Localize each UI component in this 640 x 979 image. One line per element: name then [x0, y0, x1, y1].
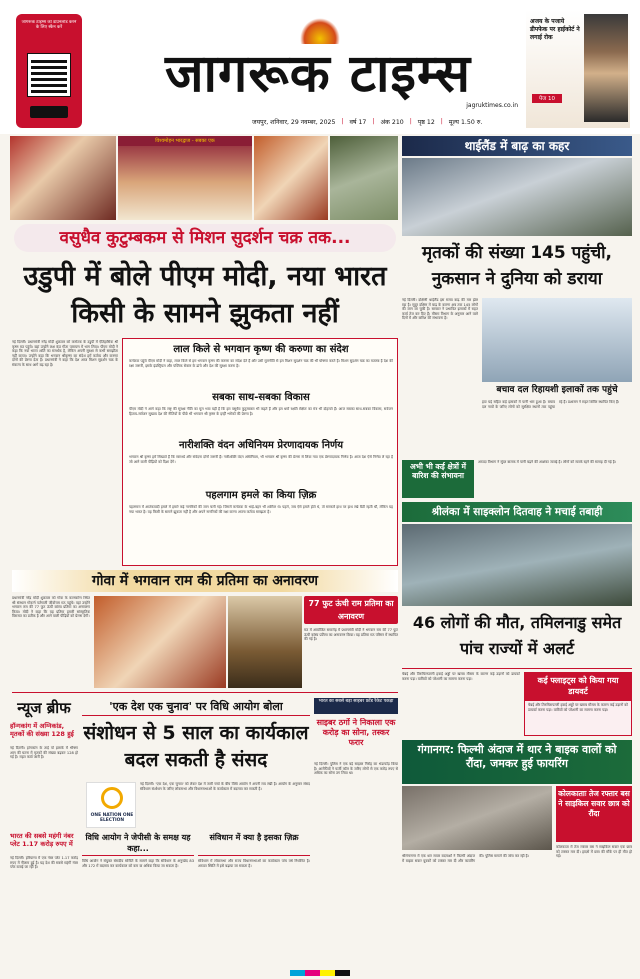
- lead-body: नई दिल्ली। प्रधानमंत्री नरेंद्र मोदी शुक्रवार को कर्नाटक के उडुपी में ऐतिहासिक श्री कृष्ण मठ पहुंचे। यहां उन्होंने लक्ष कंठ गीता पारायण में भाग लिया। पीएम मोदी ने कहा कि नया भारत शांति का समर्थक है, लेकिन अपनी सुरक्षा से कभी समझौता नहीं करता। उन्होंने कहा कि भगवान श्रीकृष्ण का संदेश हमें कर्तव्य और करुणा दोनों की प्रेरणा देता है। प्रधानमंत्री ने कहा कि देश आज मिशन सुदर्शन चक्र के संकल्प के साथ आगे बढ़ रहा है।: [12, 340, 118, 367]
- cyber-body: नई दिल्ली। पुलिस ने एक बड़े साइबर गिरोह का भंडाफोड़ किया है। आरोपियों ने फर्जी कॉल के जरिए लोगों से एक करोड़ रुपए से अधिक का सोना ठग लिया था।: [314, 762, 398, 776]
- thailand-flood-photo: [402, 158, 632, 236]
- sub3-head: नारीशक्ति वंदन अधिनियम प्रेरणादायक निर्णय: [178, 440, 344, 451]
- thailand-storm-photo: [482, 298, 632, 382]
- sub1-body: कर्नाटक पहुंचे पीएम मोदी ने कहा, लाल किले से हम भगवान कृष्ण की करुणा का संदेश देते हैं और उसी मूलनीति से हम मिशन सुदर्शन चक्र की भी घोषणा करते हैं। मिशन सुदर्शन चक्र का मतलब है देश की रक्षा जरूरी, इसके इंडस्ट्रियल और पब्लिक सेक्टर के ढांचे और देश की सुरक्षा करना है।: [129, 359, 393, 368]
- pm-photo-2: [118, 136, 252, 220]
- logo-flame-icon: [300, 18, 340, 44]
- sub4-head: पहलगाम हमले का किया ज़िक्र: [205, 490, 317, 501]
- lead-headline: उडुपी में बोले पीएम मोदी, नया भारत किसी के सामने झुकता नहीं: [23, 261, 387, 329]
- lead-kicker: [14, 224, 396, 252]
- thailand-body: नई दिल्ली। दक्षिणी थाईलैंड इस समय बाढ़ की मार झेल रहा है। सुदूर दक्षिण में बाढ़ के कारण अब तक 145 लोगों की जान जा चुकी है। सरकार ने प्रभावित इलाकों में राहत कार्य तेज कर दिए हैं। मौसम विभाग के अनुसार आने वाले दिनों में और बारिश की संभावना है।: [402, 298, 478, 321]
- syndicate-lead-body: चेन्नई और तिरुचिरापल्ली हवाई अड्डों पर खराब मौसम के कारण कई उड़ानों को डायवर्ट करना पड़ा। यात्रियों को परेशानी का सामना करना पड़ा।: [402, 672, 520, 681]
- cyber-headline: साइबर ठगों ने निकाला एक करोड़ का सोना, तस्कर फरार: [316, 718, 396, 747]
- rescue-head: बचाव दल रिहायशी इलाकों तक पहुंचे: [496, 385, 618, 395]
- price: मूल्य 1.50 रु.: [448, 118, 483, 126]
- thailand-headline: मृतकों की संख्या 145 पहुंची, नुकसान ने दुनिया को डराया: [422, 243, 612, 289]
- newspaper-title: जागरूक टाइम्स: [164, 44, 472, 104]
- onc-sub1-body: विधि आयोग ने संयुक्त संसदीय समिति के सामने कहा कि संविधान के अनुच्छेद 83 और 172 में बदलाव कर कार्यकाल को कम या अधिक किया जा सकता है।: [82, 859, 194, 868]
- lead-inner-box: [122, 338, 398, 566]
- divider: [402, 668, 632, 669]
- goa-banner: [12, 570, 398, 592]
- news-brief: [10, 696, 78, 968]
- kolkata-box: [556, 786, 632, 968]
- qr-code-icon: [28, 54, 70, 96]
- issue-number: अंक 210: [380, 118, 404, 126]
- rain-alert-body: आपदा विभाग ने सुंदर बालक में पानी बढ़ने की आशंका जताई है। लोगों को सतर्क रहने की सलाह दी गई है।: [478, 460, 616, 464]
- dateline-bar: जयपुर, शनिवार, 29 नवम्बर, 2025 | वर्ष 17 | अंक 210 | पृष्ठ 12 | मूल्य 1.50 रु.: [252, 117, 483, 126]
- onc-logo-text: ONE NATION ONE ELECTION: [90, 813, 134, 823]
- date: जयपुर, शनिवार, 29 नवम्बर, 2025: [252, 118, 336, 126]
- thar-photo: [402, 786, 552, 850]
- onc-kicker: 'एक देश एक चुनाव' पर विधि आयोग बोला: [109, 700, 283, 713]
- onc-sub2-head: संविधान में क्या है इसका ज़िक्र: [198, 832, 310, 856]
- divider: [12, 692, 398, 693]
- onc-kicker-box: [82, 698, 310, 716]
- promo-text: जागरूक टाइम्स को डाउनलोड करने के लिए स्कैन करें: [21, 20, 77, 31]
- page-count: पृष्ठ 12: [417, 118, 435, 126]
- pm-photo-4: [330, 136, 398, 220]
- flight-box: [524, 672, 632, 736]
- goa-photo-1: [94, 596, 226, 688]
- pm-photo-3: [254, 136, 328, 220]
- lead-kicker-text: वसुधैव कुटुम्बकम से मिशन सुदर्शन चक्र तक...: [59, 228, 351, 248]
- year-number: वर्ष 17: [349, 118, 367, 126]
- actor-photo: [584, 14, 628, 122]
- sub3-body: भगवान श्री कृष्ण हमें सिखाते हैं कि सामर्थ्य और संवेदना दोनों जरूरी हैं। नारीशक्ति वंदन अधिनियम, भी भगवान श्री कृष्ण की प्रेरणा से लिया गया एक प्रेरणादायक निर्णय है। आज देश ऐसे निर्णय ले रहा है जो आने वाली पीढ़ियों को दिशा देंगे।: [129, 455, 393, 464]
- cyclone-photo: [402, 524, 632, 606]
- goa-caption: मठ में आयोजित समारोह में प्रधानमंत्री मोदी ने भगवान राम की 77 फुट ऊंची कांस्य प्रतिमा का अनावरण किया। यह प्रतिमा मठ परिसर में स्थापित की गई है।: [304, 628, 398, 642]
- pm-photo-1: [10, 136, 116, 220]
- ganganagar-headline: गंगानगर: फिल्मी अंदाज में थार ने बाइक वालों को रौंदा, जमकर हुई फायरिंग: [417, 743, 617, 770]
- ad-page-ref: पेज 10: [532, 94, 562, 103]
- goa-body: प्रधानमंत्री नरेंद्र मोदी शुक्रवार को गोवा के काणकोण स्थित श्री संस्थान गोकर्ण पर्तगाली जीवोत्तम मठ पहुंचे। वहां उन्होंने भगवान राम की 77 फुट ऊंची कांस्य प्रतिमा का अनावरण किया। मोदी ने कहा कि यह प्रतिमा हमारी सांस्कृतिक विरासत का प्रतीक है और आने वाली पीढ़ियों को प्रेरणा देगी।: [12, 596, 90, 619]
- sub1-head: लाल किले से भगवान कृष्ण की करुणा का संदेश: [173, 344, 349, 355]
- onc-sub2-body: संविधान में लोकसभा और राज्य विधानसभाओं का कार्यकाल पांच वर्ष निर्धारित है। आपात स्थिति में इसे बढ़ाया जा सकता है।: [198, 859, 310, 868]
- sub2-body: पीएम मोदी ने आगे कहा कि राष्ट्र की सुरक्षा नीति का मूल भाव यही है कि हम वसुधैव कुटुम्बकम भी कहते हैं और हम धर्मो रक्षति रक्षितः का मंत्र भी दोहराते हैं। आज सबका साथ-सबका विकास, सर्वजन हिताय-सर्वजन सुखाय देश की नीतियों के पीछे भी भगवान श्री कृष्ण के इन्हीं श्लोकों की प्रेरणा है।: [129, 407, 393, 416]
- onc-logo: [86, 782, 136, 828]
- ram-statue-photo: [228, 596, 302, 688]
- srilanka-headline: 46 लोगों की मौत, तमिलनाडु समेत पांच राज्यों में अलर्ट: [412, 613, 622, 658]
- srilanka-strip: श्रीलंका में साइक्लोन दितवाह ने मचाई तबाही: [402, 502, 632, 522]
- rescue-box: [482, 384, 632, 456]
- rain-alert: अभी भी कई क्षेत्रों में बारिश की संभावना: [402, 460, 474, 498]
- news-brief-title: न्यूज ब्रीफ: [17, 699, 71, 717]
- brief2-body: नई दिल्ली। हरियाणा में एक नंबर प्लेट 1.17 करोड़ रुपए में नीलाम हुई है। यह देश की सबसे महंगी नंबर प्लेट बताई जा रही है।: [10, 856, 78, 870]
- rescue-body: हाट यई सहित कई इलाकों में पानी भरा हुआ है। बचाव दल नावों के जरिए लोगों को सुरक्षित स्थानों तक पहुंचा रहे हैं। प्रशासन ने राहत शिविर स्थापित किए हैं।: [482, 400, 620, 409]
- brief1-body: नई दिल्ली। हांगकांग के ताई पो इलाके में भीषण आग की घटना में मृतकों की संख्या बढ़कर 128 हो गई है। राहत कार्य जारी है।: [10, 746, 78, 760]
- ganganagar-box: [402, 740, 632, 784]
- brief1-head: हॉन्गकांग में अग्निकांड, मृतकों की संख्या 128 हुई: [10, 722, 74, 738]
- rain-alert-box: [402, 460, 632, 500]
- kolkata-headline: कोलकाताः तेज रफ्तार बस ने साइकिल सवार छात्र को रौंदा: [556, 786, 632, 842]
- site-url[interactable]: jagruktimes.co.in: [466, 102, 518, 109]
- onc-sub1: [82, 832, 194, 968]
- app-promo[interactable]: [16, 14, 82, 128]
- print-color-bar: [290, 970, 350, 976]
- ad-headline: अजय के पजाये डीपफेक पर हाईकोर्ट ने लगाई रोक: [530, 18, 580, 41]
- flight-headline: कई फ्लाइट्स को किया गया डायवर्ट: [525, 673, 631, 701]
- ballot-icon: [101, 787, 123, 809]
- onc-body: नई दिल्ली। 'एक देश, एक चुनाव' को लेकर देश में जारी चर्चा के बीच विधि आयोग ने अपनी राय रखी है। आयोग के अनुसार संसद संविधान संशोधन के जरिए लोकसभा और विधानसभाओं के कार्यकाल में बदलाव कर सकती है।: [140, 782, 310, 791]
- onc-headline: संशोधन से 5 साल का कार्यकाल बदल सकती है संसद: [83, 722, 309, 771]
- flight-body: चेन्नई और तिरुचिरापल्ली हवाई अड्डों पर खराब मौसम के कारण कई उड़ानों को डायवर्ट करना पड़ा। यात्रियों को परेशानी का सामना करना पड़ा।: [528, 703, 628, 712]
- ganganagar-body: श्रीगंगानगर में एक थार सवार बदमाशों ने फिल्मी अंदाज में बाइक सवार युवकों को टक्कर मार दी और फायरिंग की। पुलिस मामले की जांच कर रही है।: [402, 854, 529, 863]
- onc-sub1-head: विधि आयोग ने जेपीसी के समक्ष यह कहा...: [82, 832, 194, 856]
- goa-badge: 77 फुट ऊंची राम प्रतिमा का अनावरण: [304, 596, 398, 624]
- photo-caption-strip: विश्वमोहन भारद्वाज - सबका एक: [118, 136, 252, 146]
- brief2-head: भारत की सबसे महंगी नंबर प्लेट 1.17 करोड़ रुपए में: [10, 832, 74, 848]
- sub2-head: सबका साथ-सबका विकास: [212, 392, 310, 403]
- play-store-icon: [30, 106, 68, 118]
- cyber-story: [314, 698, 398, 968]
- sub4-body: पहलगाम में आतंकवादी हमले में हमारे कई नागरिकों की जान चली गई। जिसमें कर्नाटक के भाई-बहन भी शामिल थे। पहले, जब ऐसे हमले होते थे, तो सरकारें हाथ पर हाथ रखे बैठी रहती थीं, लेकिन यह नया भारत है। यह किसी के सामने झुकता नहीं है और अपने नागरिकों की रक्षा करना अपना कर्तव्य समझता है।: [129, 505, 393, 514]
- cyber-kicker: भारत का सबसे बड़ा साइबर फ्रॉड रैकेट पकड़ा: [314, 698, 398, 714]
- goa-headline: गोवा में भगवान राम की प्रतिमा का अनावरण: [91, 573, 319, 589]
- thailand-strip: थाईलैंड में बाढ़ का कहर: [402, 136, 632, 156]
- kolkata-body: कोलकाता में तेज रफ्तार बस ने साइकिल सवार एक छात्र को टक्कर मार दी। हादसे में छात्र की मौके पर ही मौत हो गई।: [556, 845, 632, 859]
- onc-sub2: [198, 832, 310, 968]
- masthead: [0, 0, 640, 134]
- top-right-ad[interactable]: [526, 10, 630, 128]
